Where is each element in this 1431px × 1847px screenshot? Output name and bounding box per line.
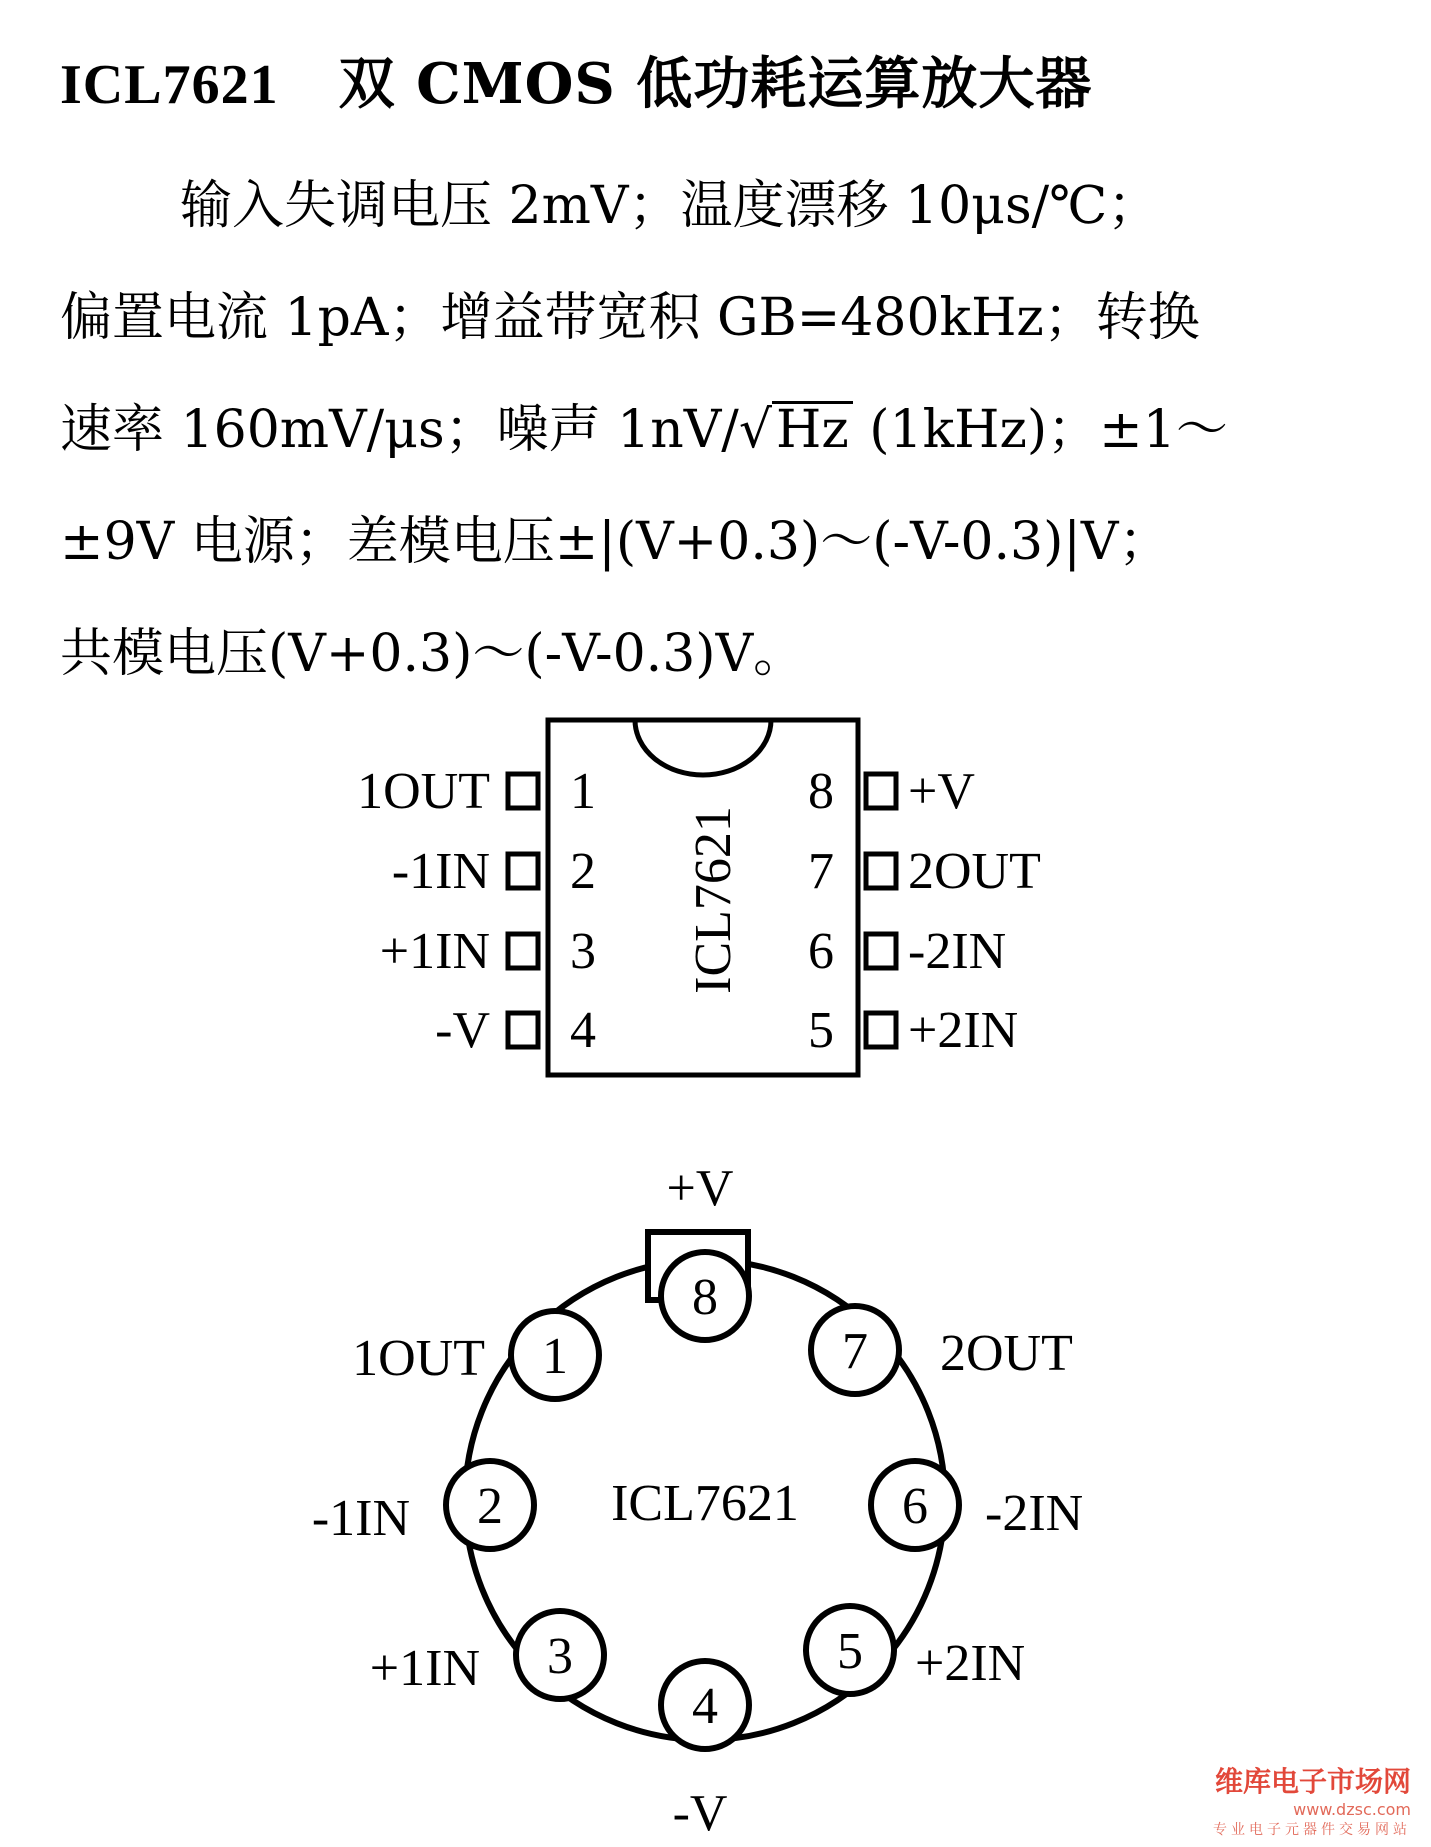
spec-line-4: ±9V 电源；差模电压±|(V+0.3)～(-V-0.3)|V； — [60, 512, 1171, 572]
can-label-4: -V — [672, 1785, 728, 1842]
dip-pin-7-pad — [866, 854, 896, 888]
dip-pin-num-1: 1 — [570, 763, 596, 820]
can-chip-label: ICL7621 — [611, 1475, 799, 1532]
can-pin-6-number: 6 — [902, 1478, 928, 1535]
dip-pin-label-8: +V — [908, 763, 975, 820]
can-label-2: -1IN — [311, 1490, 410, 1547]
dip-pin-1-pad — [508, 774, 538, 808]
spec-line-5: 共模电压(V+0.3)～(-V-0.3)V。 — [60, 624, 806, 684]
can-label-5: +2IN — [915, 1635, 1026, 1692]
dip-pin-num-5: 5 — [808, 1002, 834, 1059]
watermark-brand: 维库电子市场网 — [1214, 1765, 1411, 1798]
watermark-site: www.dzsc.com — [1293, 1800, 1411, 1819]
can-label-6: -2IN — [985, 1485, 1084, 1542]
title-description: 双 CMOS 低功耗运算放大器 — [338, 51, 1093, 117]
can-label-8: +V — [666, 1160, 734, 1217]
can-pin-3-number: 3 — [547, 1628, 573, 1685]
sqrt-hz: Hz — [772, 401, 853, 456]
dip-pin-3-pad — [508, 934, 538, 968]
spec-line-3-tail: (1kHz)；±1～ — [852, 400, 1228, 460]
dip-pin-num-3: 3 — [570, 923, 596, 980]
dip-pin-4-pad — [508, 1013, 538, 1047]
can-label-1: 1OUT — [352, 1330, 485, 1387]
dip-pin-label-5: +2IN — [908, 1002, 1019, 1059]
can-label-3: +1IN — [369, 1640, 480, 1697]
dip-pin-num-4: 4 — [570, 1002, 596, 1059]
spec-line-3-text: 速率 160mV/μs；噪声 1nV/ — [60, 400, 739, 460]
watermark-slogan: 专业电子元器件交易网站 — [1213, 1822, 1411, 1838]
can-pin-7-number: 7 — [842, 1323, 868, 1380]
watermark — [1213, 1760, 1411, 1839]
dip-pin-num-2: 2 — [570, 843, 596, 900]
dip-pin-6-pad — [866, 934, 896, 968]
title-part-number: ICL7621 — [60, 54, 279, 116]
can-pin-4-number: 4 — [692, 1678, 718, 1735]
can-pin-5-number: 5 — [837, 1623, 863, 1680]
dip-pin-label-3: +1IN — [379, 923, 490, 980]
can-pin-8-number: 8 — [692, 1269, 718, 1326]
dip-pin-num-6: 6 — [808, 923, 834, 980]
dip-notch — [635, 720, 771, 775]
dip-chip-label: ICL7621 — [685, 806, 742, 994]
dip-pin-label-2: -1IN — [391, 843, 490, 900]
dip-pin-5-pad — [866, 1013, 896, 1047]
dip-pin-label-4: -V — [435, 1002, 490, 1059]
dip-pin-2-pad — [508, 854, 538, 888]
can-pin-2-number: 2 — [477, 1478, 503, 1535]
spec-line-2: 偏置电流 1pA；增益带宽积 GB=480kHz；转换 — [60, 288, 1200, 348]
dip-pin-num-7: 7 — [808, 843, 834, 900]
can-pin-1-number: 1 — [542, 1328, 568, 1385]
dip-pin-label-1: 1OUT — [357, 763, 490, 820]
spec-line-1: 输入失调电压 2mV；温度漂移 10μs/℃； — [180, 176, 1160, 236]
dip-pin-label-7: 2OUT — [908, 843, 1041, 900]
spec-line-3: 速率 160mV/μs；噪声 1nV/√Hz (1kHz)；±1～ — [60, 400, 1228, 460]
dip-pin-label-6: -2IN — [908, 923, 1007, 980]
dip-pin-8-pad — [866, 774, 896, 808]
can-label-7: 2OUT — [940, 1325, 1073, 1382]
dip-pin-num-8: 8 — [808, 763, 834, 820]
